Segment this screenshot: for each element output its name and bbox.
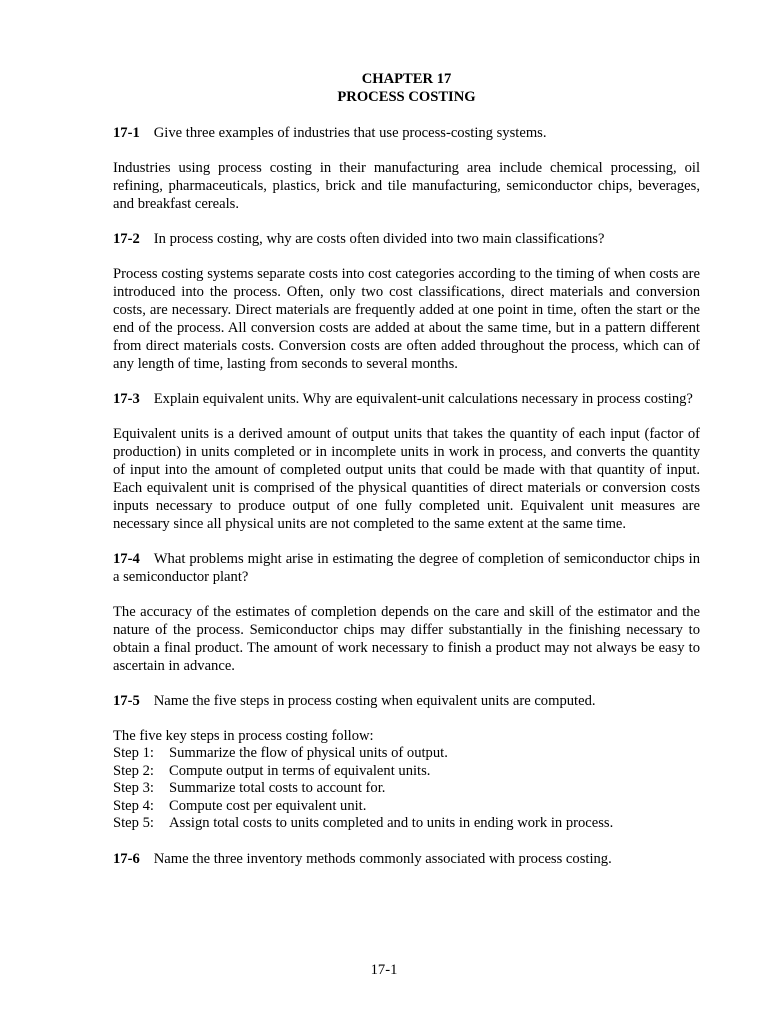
question-number: 17-1 — [113, 125, 140, 141]
step-label: Step 2: — [113, 762, 154, 779]
step-text: Summarize the flow of physical units of output. — [169, 745, 448, 761]
page-number: 17-1 — [370, 962, 398, 978]
question-17-1 — [113, 124, 700, 142]
question-number: 17-2 — [113, 231, 140, 247]
question-number: 17-5 — [113, 693, 140, 709]
question-17-4 — [113, 550, 700, 586]
step-list — [113, 745, 700, 833]
step-label: Step 1: — [113, 745, 154, 761]
answer-17-4: The accuracy of the estimates of completion depends on the care and skill of the estimator and the nature of the process. Semiconductor chips may differ substantially in the finishing necessary to obtain a final product. The amount of work necessary to finish a product may not always be easy to ascertain in advance. — [113, 604, 700, 674]
step-text: Compute cost per equivalent unit. — [169, 797, 367, 814]
question-text: In process costing, why are costs often divided into two main classifications? — [153, 231, 605, 247]
step-text: Assign total costs to units completed and to units in ending work in process. — [169, 815, 614, 831]
answer-17-1: Industries using process costing in their manufacturing area include chemical processing, oil refining, pharmaceuticals, plastics, brick and tile manufacturing, semiconductor chips, beverages, and breakfast cereals. — [113, 160, 700, 212]
step-text: Summarize total costs to account for. — [169, 780, 386, 796]
step-label: Step 4: — [113, 797, 154, 814]
document-page — [113, 70, 700, 885]
answer-17-3: Equivalent units is a derived amount of output units that takes the quantity of each input (factor of production) in units completed or in incomplete units in work in process, and converts the quantity of input into the amount of completed output units that could be made with that quantity of input. Each equivalent unit is comprised of the physical quantities of direct materials or conversion costs inputs necessary to produce output of one fully completed unit. Equivalent unit measures are necessary since all physical units are not completed to the same extent at the same time. — [113, 426, 700, 532]
question-17-6 — [113, 850, 700, 868]
question-17-5 — [113, 692, 700, 710]
question-text: Name the three inventory methods commonly associated with process costing. — [153, 850, 612, 867]
question-text: Give three examples of industries that use process-costing systems. — [153, 125, 547, 141]
step-text: Compute output in terms of equivalent units. — [169, 762, 431, 779]
question-17-2 — [113, 230, 700, 248]
list-item — [113, 763, 700, 781]
question-text: What problems might arise in estimating the degree of completion of semiconductor chips in a semiconductor plant? — [113, 551, 700, 585]
list-item — [113, 798, 700, 816]
question-number: 17-4 — [113, 551, 140, 567]
answer-17-2: Process costing systems separate costs into cost categories according to the timing of when costs are introduced into the process. Often, only two cost classifications, direct materials and conversion costs, are necessary. Direct materials are frequently added at one point in time, often the start or the end of the process. All conversion costs are added at about the same time, but in a pattern different from direct materials costs. Conversion costs are often added throughout the process, which can of any length of time, lasting from seconds to several months. — [113, 266, 700, 372]
chapter-title: CHAPTER 17 — [361, 71, 452, 87]
question-text: Name the five steps in process costing when equivalent units are computed. — [153, 693, 596, 709]
question-text: Explain equivalent units. Why are equivalent-unit calculations necessary in process costing? — [153, 391, 693, 407]
step-label: Step 3: — [113, 780, 154, 796]
list-item — [113, 745, 700, 763]
list-item — [113, 815, 700, 833]
chapter-subtitle: PROCESS COSTING — [337, 89, 476, 105]
list-item — [113, 780, 700, 798]
question-number: 17-6 — [113, 850, 140, 867]
answer-17-5-intro: The five key steps in process costing follow: — [113, 728, 374, 744]
question-number: 17-3 — [113, 391, 140, 407]
chapter-heading — [113, 70, 700, 106]
step-label: Step 5: — [113, 815, 154, 831]
question-17-3 — [113, 390, 700, 408]
